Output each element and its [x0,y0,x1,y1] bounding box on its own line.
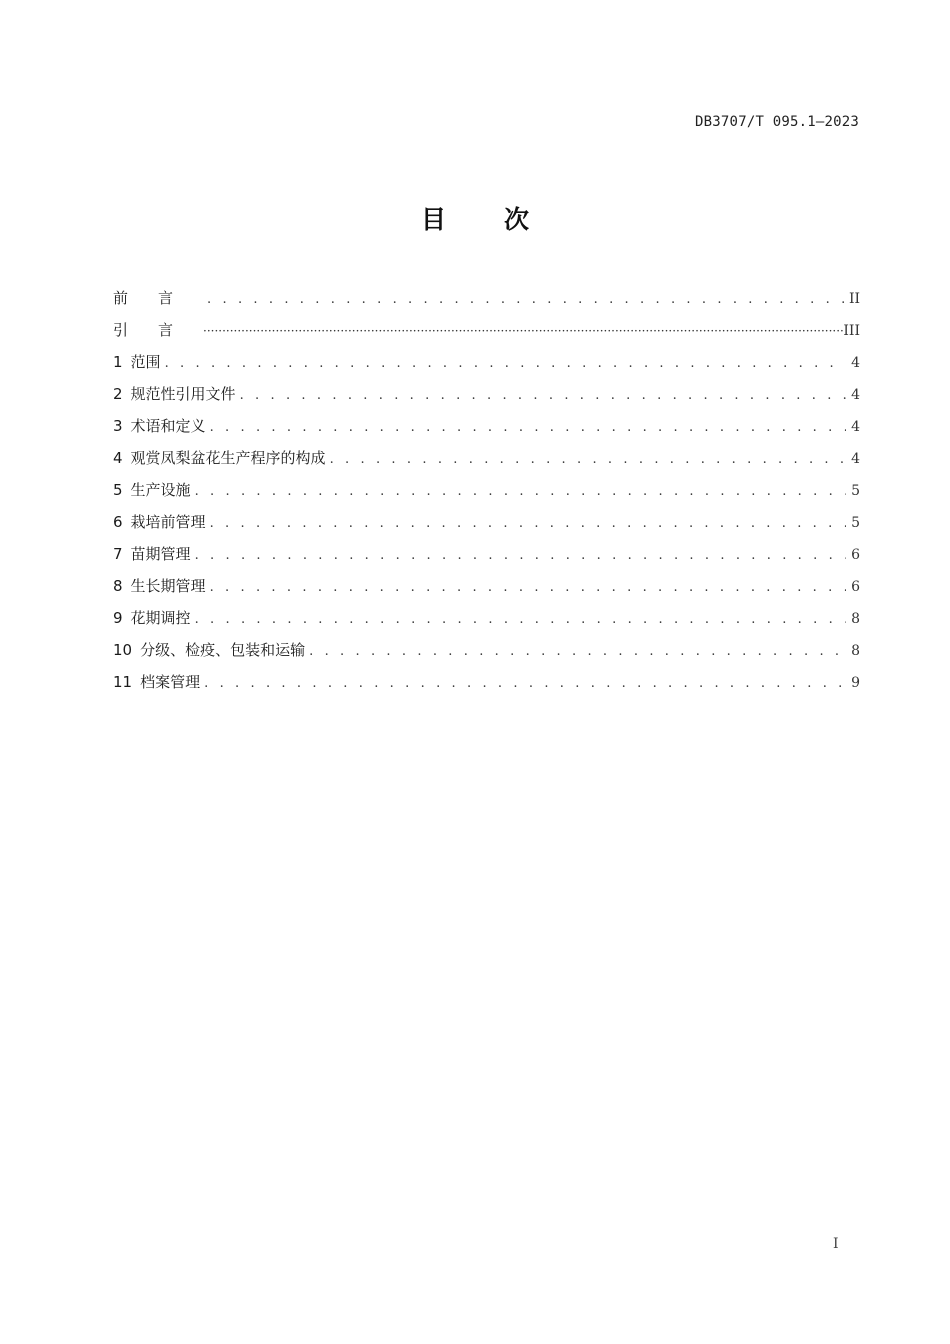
toc-entry-introduction[interactable] [113,317,860,349]
toc-entry-label: 引言 [113,321,204,339]
toc-entry-3[interactable] [113,413,860,445]
toc-entry-number: 1 [113,353,123,371]
toc-leader-dots [207,287,845,313]
toc-entry-number: 9 [113,609,123,627]
toc-leader-dots [210,511,846,537]
toc-entry-label: 苗期管理 [130,545,191,563]
toc-leader-dots [210,415,846,441]
toc-entry-page: 5 [851,483,860,499]
toc-entry-7[interactable] [113,541,860,573]
toc-leader-dots [195,543,846,569]
toc-entry-page: 8 [851,611,860,627]
toc-leader-dots [165,351,846,377]
toc-entry-label: 范围 [130,353,161,371]
toc-entry-5[interactable] [113,477,860,509]
toc-entry-number: 10 [113,641,133,659]
toc-leader-dots [210,575,846,601]
toc-entry-page: 8 [851,643,860,659]
toc-entry-page: II [848,291,860,307]
table-of-contents [113,285,860,701]
toc-entry-4[interactable] [113,445,860,477]
toc-entry-number: 2 [113,385,123,403]
toc-leader-dots [204,671,846,697]
toc-leader-dots [240,383,846,409]
toc-entry-label: 分级、检疫、包装和运输 [140,641,306,659]
toc-entry-10[interactable] [113,637,860,669]
toc-entry-page: 9 [851,675,860,691]
toc-leader-dots [195,607,846,633]
toc-entry-number: 8 [113,577,123,595]
document-code: DB3707/T 095.1—2023 [695,114,859,130]
toc-entry-number: 5 [113,481,123,499]
toc-entry-number: 3 [113,417,123,435]
toc-entry-9[interactable] [113,605,860,637]
toc-entry-number: 6 [113,513,123,531]
toc-entry-number: 7 [113,545,123,563]
toc-entry-page: 4 [851,355,860,371]
toc-entry-label: 前言 [113,289,204,307]
toc-entry-page: 4 [851,387,860,403]
toc-entry-page: 4 [851,451,860,467]
toc-entry-6[interactable] [113,509,860,541]
toc-entry-page: III [843,323,860,339]
toc-entry-label: 档案管理 [140,673,201,691]
toc-entry-number: 4 [113,449,123,467]
toc-title: 目次 [420,205,587,234]
toc-entry-2[interactable] [113,381,860,413]
toc-leader-dots [203,318,843,344]
toc-leader-dots [309,639,846,665]
toc-entry-label: 栽培前管理 [130,513,206,531]
toc-entry-page: 5 [851,515,860,531]
toc-entry-label: 术语和定义 [130,417,206,435]
toc-entry-label: 花期调控 [130,609,191,627]
toc-entry-label: 观赏凤梨盆花生产程序的构成 [130,449,326,467]
toc-entry-foreword[interactable] [113,285,860,317]
toc-entry-page: 6 [851,547,860,563]
toc-entry-label: 规范性引用文件 [130,385,236,403]
toc-entry-number: 11 [113,673,133,691]
toc-entry-label: 生产设施 [130,481,191,499]
toc-entry-page: 6 [851,579,860,595]
toc-leader-dots [330,447,846,473]
toc-entry-1[interactable] [113,349,860,381]
toc-entry-page: 4 [851,419,860,435]
toc-entry-8[interactable] [113,573,860,605]
toc-entry-11[interactable] [113,669,860,701]
page-number: I [833,1236,839,1252]
toc-leader-dots [195,479,846,505]
toc-entry-label: 生长期管理 [130,577,206,595]
